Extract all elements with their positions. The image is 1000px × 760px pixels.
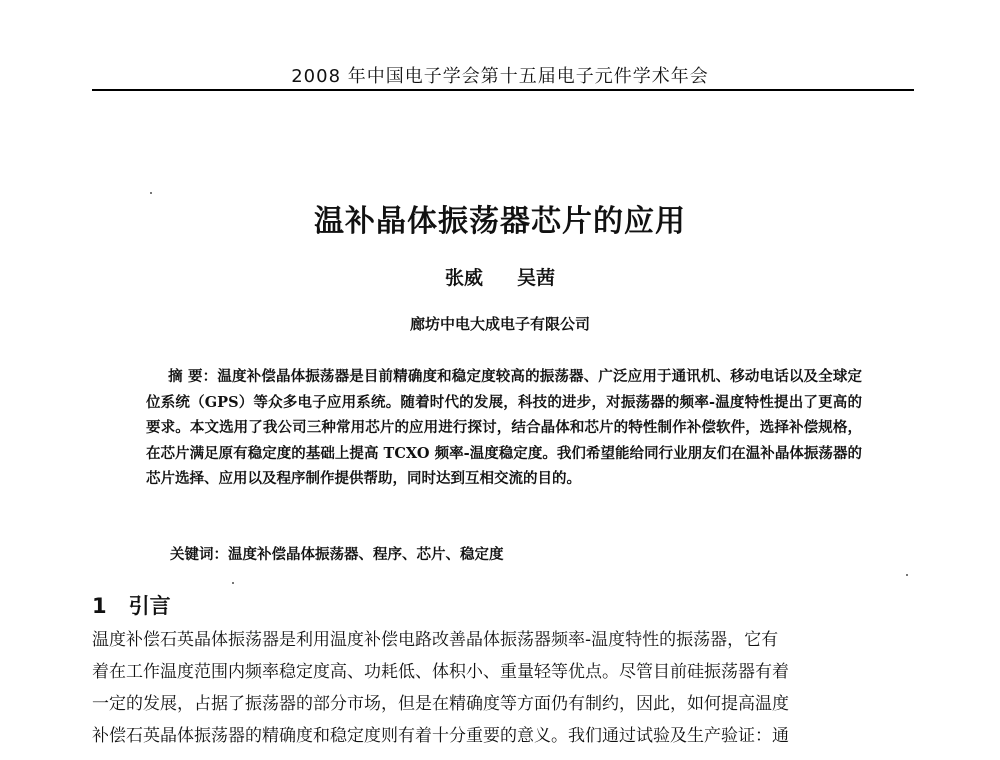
keywords (170, 543, 504, 564)
abstract (146, 364, 862, 492)
scan-speck (906, 574, 908, 576)
body-line: 着在工作温度范围内频率稳定度高、功耗低、体积小、重量轻等优点。尽管目前硅振荡器有着 (92, 662, 789, 682)
abstract-label: 摘 要： (168, 368, 218, 385)
paper-title: 温补晶体振荡器芯片的应用 (314, 204, 686, 239)
body-line: 补偿石英晶体振荡器的精确度和稳定度则有着十分重要的意义。我们通过试验及生产验证：通 (92, 726, 789, 746)
author-list (0, 263, 1000, 290)
author-name: 吴茜 (517, 267, 556, 289)
scan-speck (232, 582, 234, 584)
section-number: 1 (92, 594, 107, 618)
author-name: 张威 (444, 267, 483, 289)
section-title: 引言 (128, 594, 171, 618)
keywords-label: 关键词： (170, 546, 228, 563)
section-heading (92, 590, 171, 620)
body-line: 温度补偿石英晶体振荡器是利用温度补偿电路改善晶体振荡器频率-温度特性的振荡器，它有 (92, 630, 779, 650)
header-rule (92, 89, 914, 91)
running-header: 2008 年中国电子学会第十五届电子元件学术年会 (291, 66, 709, 87)
section-body (92, 624, 912, 752)
affiliation: 廊坊中电大成电子有限公司 (409, 315, 590, 333)
scan-speck (150, 192, 152, 194)
keywords-text: 温度补偿晶体振荡器、程序、芯片、稳定度 (228, 546, 504, 563)
body-line: 一定的发展，占据了振荡器的部分市场，但是在精确度等方面仍有制约，因此，如何提高温度 (92, 694, 789, 714)
abstract-text: 温度补偿晶体振荡器是目前精确度和稳定度较高的振荡器、广泛应用于通讯机、移动电话以及全球定位系统（GPS）等众多电子应用系统。随着时代的发展，科技的进步，对振荡器的频率-温度特性提出了更高的要求。本文选用了我公司三种常用芯片的应用进行探讨，结合晶体和芯片的特性制作补偿软件，选择补偿规格，在芯片满足原有稳定度的基础上提高 TCXO 频率-温度稳定度。我们希望能给同行业朋友们在温补晶体振荡器的芯片选择、应用以及程序制作提供帮助，同时达到互相交流的目的。 (146, 368, 862, 487)
